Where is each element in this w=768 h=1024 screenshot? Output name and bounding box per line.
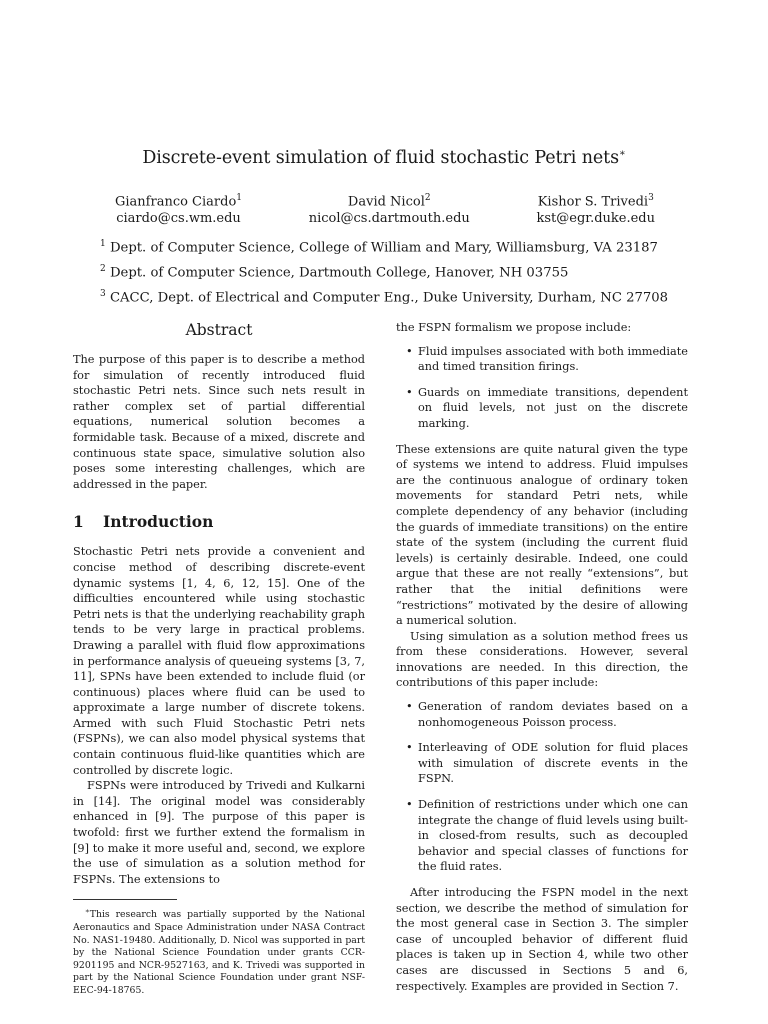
author-affil-marker: 2: [424, 193, 431, 203]
list-item: [406, 344, 688, 375]
author-email: kst@egr.duke.edu: [536, 211, 655, 227]
right-paragraph-3: After introducing the FSPN model in the next section, we describe the method of simulation for the most general case in Section 3. The simpler case of uncoupled behavior of different fluid places is taken up in Section 4, while two other cases are discussed in Sections 5 and 6, respectively. Examples are provided in Section 7.: [396, 886, 688, 993]
affil-marker: 1: [100, 239, 106, 249]
right-column: [396, 320, 688, 994]
affil-marker: 2: [100, 263, 106, 274]
section-heading-introduction: [73, 512, 365, 532]
intro-paragraph-2: FSPNs were introduced by Trivedi and Kulkarni in [14]. The original model was considerably enhanced in [9]. The purpose of this paper is twofold: first we further extend the formalism in [9] to make it more useful and, second, we explore the use of simulation as a solution method for FSPNs. The extensions to: [73, 779, 365, 886]
list-item-text: Definition of restrictions under which one can integrate the change of fluid levels using built-in closed-from results, such as decoupled behavior and special classes of functions for the fluid rates.: [418, 798, 688, 874]
bullet-icon: •: [406, 798, 413, 812]
list-item: [406, 740, 688, 787]
right-continuation: the FSPN formalism we propose include:: [396, 321, 632, 334]
list-item-text: Generation of random deviates based on a nonhomogeneous Poisson process.: [418, 700, 688, 729]
author-name: Kishor S. Trivedi: [537, 194, 649, 210]
right-paragraph-1: These extensions are quite natural given the type of systems we intend to address. Fluid impulses are the continuous analogue of ordinary token movements for standard Petri nets, while complete dependency of any behavior (including the guards of immediate transitions) on the entire state of the system (including the current fluid levels) is certainly desirable. Indeed, one could argue that these are not really “extensions”, but rather that the initial definitions were “restrictions” motivated by the desire of allowing a numerical solution.: [396, 442, 688, 628]
section-number: 1: [73, 512, 84, 532]
abstract-text: The purpose of this paper is to describe a method for simulation of recently introduced fluid stochastic Petri nets. Since such nets result in rather complex set of partial differential equations, numerical solution becomes a formidable task. Because of a mixed, discrete and continuous state space, simulative solution also poses some interesting challenges, which are addressed in the paper.: [73, 353, 365, 491]
list-item: [406, 699, 688, 730]
author-affil-marker: 3: [648, 193, 654, 203]
paper-title: [0, 148, 768, 168]
list-item: [406, 385, 688, 432]
left-column: [73, 320, 365, 998]
author-name: Gianfranco Ciardo: [115, 194, 237, 210]
title-text: Discrete-event simulation of fluid stochastic Petri nets: [142, 148, 619, 168]
intro-paragraph-1: Stochastic Petri nets provide a convenient and concise method of describing discrete-event dynamic systems [1, 4, 6, 12, 15]. One of the difficulties encountered while using stochastic Petri nets is that the underlying reachability graph tends to be very large in practical problems. Drawing a parallel with fluid flow approximations in performance analysis of queueing systems [3, 7, 11], SPNs have been extended to include fluid (or continuous) places where fluid can be used to approximate a large number of discrete tokens. Armed with such Fluid Stochastic Petri nets (FSPNs), we can also model physical systems that contain continuous fluid-like quantities which are controlled by discrete logic.: [73, 545, 365, 777]
list-item-text: Guards on immediate transitions, dependent on fluid levels, not just on the discrete marking.: [418, 385, 688, 430]
affiliations: [100, 234, 700, 309]
affiliation-line: [100, 234, 700, 259]
author-email: ciardo@cs.wm.edu: [116, 211, 241, 227]
author-trivedi: [537, 190, 656, 227]
section-title: Introduction: [103, 512, 214, 532]
author-nicol: [309, 190, 470, 227]
affil-text: CACC, Dept. of Electrical and Computer Eng., Duke University, Durham, NC 27708: [109, 290, 669, 306]
affil-text: Dept. of Computer Science, Dartmouth College, Hanover, NH 03755: [109, 265, 569, 281]
author-email: nicol@cs.dartmouth.edu: [308, 211, 470, 227]
author-ciardo: [115, 190, 242, 227]
bullet-icon: •: [406, 741, 413, 755]
footnote-text: This research was partially supported by the National Aeronautics and Space Administration under NASA Contract No. NAS1-19480. Additionally, D. Nicol was supported in part by the National Science Foundation under grants CCR-9201195 and NCR-9527163, and K. Trivedi was supported in part by the National Science Foundation under grant NSF-EEC-94-18765.: [73, 909, 365, 997]
bullet-icon: •: [406, 385, 413, 399]
list-item-text: Fluid impulses associated with both immediate and timed transition firings.: [418, 344, 688, 374]
affil-marker: 3: [100, 288, 106, 299]
abstract-heading: Abstract: [185, 321, 253, 339]
author-affil-marker: 1: [236, 193, 243, 203]
footnote-marker: ∗: [85, 907, 90, 916]
bullet-icon: •: [406, 700, 413, 714]
affiliation-line: [100, 284, 700, 309]
affil-text: Dept. of Computer Science, College of William and Mary, Williamsburg, VA 23187: [109, 240, 658, 256]
extensions-list: [396, 344, 688, 432]
list-item: [406, 797, 688, 875]
right-paragraph-2: Using simulation as a solution method frees us from these considerations. However, several innovations are needed. In this direction, the contributions of this paper include:: [396, 629, 688, 690]
list-item-text: Interleaving of ODE solution for fluid places with simulation of discrete events in the FSPN.: [418, 741, 688, 786]
affiliation-line: [100, 259, 700, 284]
bullet-icon: •: [406, 344, 413, 358]
contributions-list: [396, 699, 688, 875]
author-name: David Nicol: [347, 194, 425, 210]
title-footnote-marker: ∗: [618, 148, 626, 160]
author-block: [115, 190, 655, 227]
footnote-rule: [73, 899, 177, 900]
footnote: [73, 905, 365, 997]
